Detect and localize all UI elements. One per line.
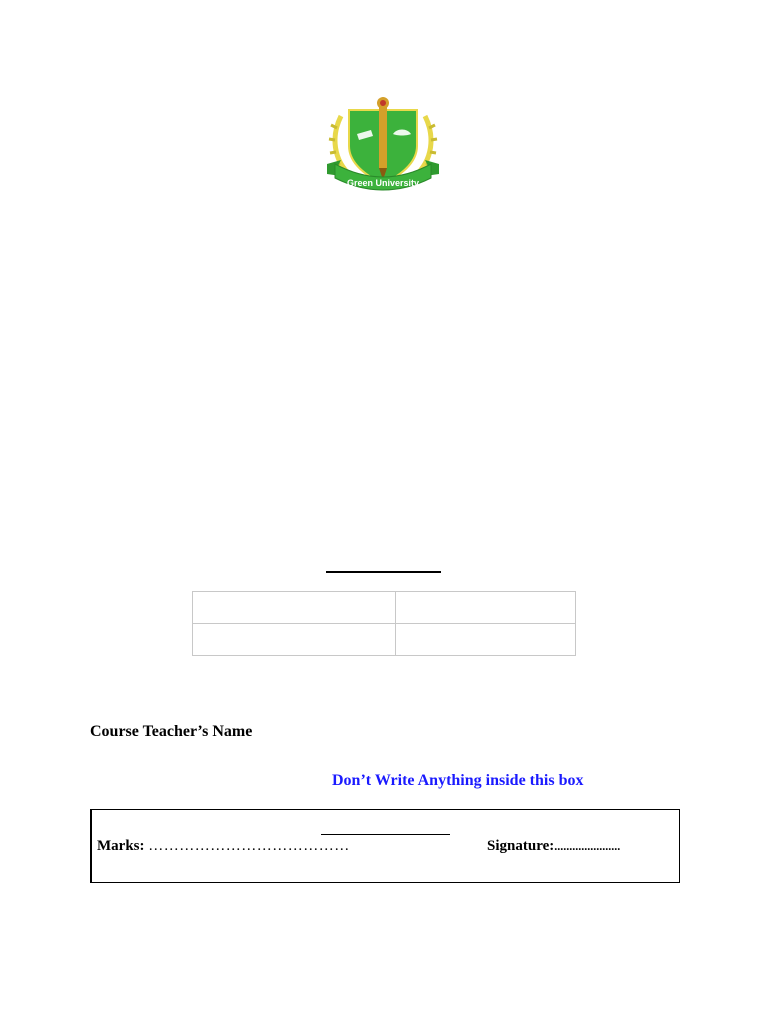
svg-text:Green University: Green University — [346, 178, 420, 188]
student-info-table — [192, 591, 576, 656]
table-cell — [193, 592, 396, 624]
box-divider-line — [321, 834, 450, 835]
course-teacher-label: Course Teacher’s Name — [90, 723, 253, 740]
marks-label: Marks: — [97, 838, 145, 854]
table-row — [193, 592, 576, 624]
assessment-box — [90, 809, 680, 883]
university-logo — [327, 94, 439, 196]
table-cell — [396, 592, 576, 624]
title-underline — [326, 571, 441, 573]
box-notice: Don’t Write Anything inside this box — [332, 772, 584, 789]
signature-dots: ...................... — [554, 839, 621, 853]
signature-field — [487, 838, 620, 855]
table-row — [193, 624, 576, 656]
table-cell — [396, 624, 576, 656]
marks-dots: ………………………………… — [148, 838, 350, 854]
table-cell — [193, 624, 396, 656]
signature-label: Signature: — [487, 838, 555, 854]
marks-field — [97, 838, 350, 855]
